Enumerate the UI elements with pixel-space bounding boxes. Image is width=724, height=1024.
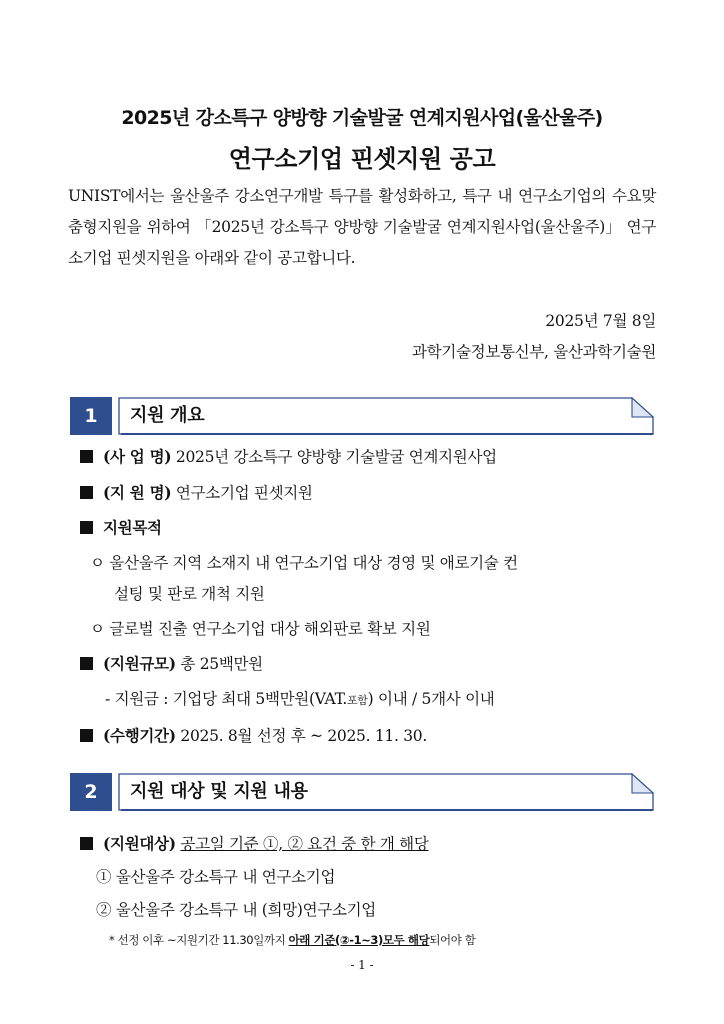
announcement-title-line1: 2025년 강소특구 양방향 기술발굴 연계지원사업(울산울주) <box>121 107 603 129</box>
item-label: (수행기간) <box>103 726 176 745</box>
square-bullet-icon <box>80 450 93 463</box>
announcement-date: 2025년 7월 8일 <box>545 312 656 330</box>
square-bullet-icon <box>80 657 93 670</box>
purpose-sub-item-2: ㅇ 글로벌 진출 연구소기업 대상 해외판로 확보 지원 <box>90 620 431 638</box>
list-item-target <box>80 832 429 854</box>
item-label: (사 업 명) <box>103 447 172 466</box>
footnote-text-end: 되어야 함 <box>429 933 476 947</box>
section-title-box-2 <box>118 773 654 811</box>
target-condition-1: ① 울산울주 강소특구 내 연구소기업 <box>96 868 336 886</box>
item-value: 2025. 8월 선정 후 ~ 2025. 11. 30. <box>180 727 427 745</box>
scale-detail <box>105 687 494 709</box>
section-header-1 <box>70 397 654 435</box>
item-value: 총 25백만원 <box>180 655 263 673</box>
page-number: - 1 - <box>350 958 374 972</box>
list-item-period <box>80 724 427 746</box>
section-title-2: 지원 대상 및 지원 내용 <box>130 781 308 802</box>
scale-detail-text: - 지원금 : 기업당 최대 5백만원(VAT. <box>105 690 347 708</box>
list-item-scale <box>80 652 263 674</box>
square-bullet-icon <box>80 837 93 850</box>
list-item-project-name <box>80 445 497 467</box>
section-header-2 <box>70 773 654 811</box>
item-label: (지원규모) <box>103 654 176 673</box>
item-label: (지 원 명) <box>103 483 172 502</box>
section-title-box-1 <box>118 397 654 435</box>
scale-detail-text-end: ) 이내 / 5개사 이내 <box>367 690 495 708</box>
list-item-purpose <box>80 516 162 538</box>
announcing-organizations: 과학기술정보통신부, 울산과학기술원 <box>411 343 656 361</box>
list-item-support-name <box>80 481 313 503</box>
item-value: 공고일 기준 ①, ② 요건 중 한 개 해당 <box>180 835 429 853</box>
intro-paragraph: UNIST에서는 울산울주 강소연구개발 특구를 활성화하고, 특구 내 연구소기업의 수요맞춤형지원을 위하여 「2025년 강소특구 양방향 기술발굴 연계지원사업(울산울주)」 연구소기업 핀셋지원을 아래와 같이 공고합니다. <box>68 187 656 267</box>
target-condition-2: ② 울산울주 강소특구 내 (희망)연구소기업 <box>96 901 376 919</box>
square-bullet-icon <box>80 729 93 742</box>
section-number-1: 1 <box>70 397 112 435</box>
footnote-emphasis: 아래 기준(②-1~3)모두 해당 <box>288 933 430 947</box>
scale-detail-small: 포함 <box>346 694 368 707</box>
section-title-1: 지원 개요 <box>130 405 205 426</box>
section-number-2: 2 <box>70 773 112 811</box>
item-label: 지원목적 <box>103 518 162 537</box>
square-bullet-icon <box>80 521 93 534</box>
item-value: 연구소기업 핀셋지원 <box>175 484 313 502</box>
item-label: (지원대상) <box>103 834 176 853</box>
item-value: 2025년 강소특구 양방향 기술발굴 연계지원사업 <box>175 448 497 466</box>
footnote <box>109 932 475 948</box>
purpose-sub-item-1-cont: 설팅 및 판로 개척 지원 <box>114 585 265 603</box>
purpose-sub-item-1: ㅇ 울산울주 지역 소재지 내 연구소기업 대상 경영 및 애로기술 컨 <box>90 554 518 572</box>
announcement-title-line2: 연구소기업 핀셋지원 공고 <box>228 145 496 173</box>
square-bullet-icon <box>80 486 93 499</box>
footnote-text: * 선정 이후 ~지원기간 11.30일까지 <box>109 933 289 947</box>
